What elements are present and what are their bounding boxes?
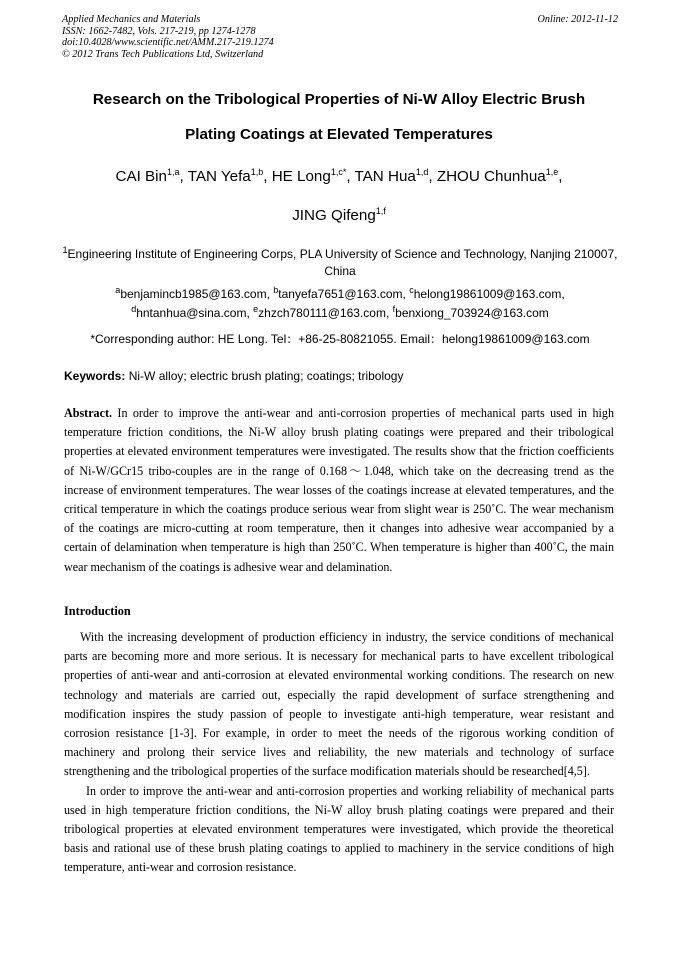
email-link[interactable]: zhzch780111@163.com [258,306,386,320]
author-sup: 1,c* [330,166,347,177]
author-name: HE Long [271,168,331,185]
paragraph: With the increasing development of production efficiency in industry, the service conditions of mechanical parts are becoming more and more serious. It is necessary for mechanical parts to have excellent tribological properties of anti-wear and anti-corrosion at elevated environmental working conditions. The research on new technology and materials are carried out, especially the rapid development of surface strengthening and modification inspires the study passion of people to investigate anti-high temperature, wear resistant and corrosion resistance [1-3]. For example, in order to meet the needs of the rigorous working condition of machinery and prolong their service lives and reliability, the new materials and technology of surface strengthening and the tribological properties of the surface modification materials should be researched[4,5]. [64,630,614,779]
paper-title-line-2: Plating Coatings at Elevated Temperatures [185,126,493,143]
keywords [64,369,403,383]
author-name: JING Qifeng [292,207,376,224]
author-name: TAN Yefa [187,168,251,185]
keywords-text: Ni-W alloy; electric brush plating; coatings; tribology [128,369,404,383]
email-sup: e [253,304,259,314]
online-date: Online: 2012-11-12 [537,14,618,25]
keywords-label: Keywords: [64,369,126,383]
introduction-body [64,628,614,878]
abstract [64,404,614,577]
author-sup: 1,e [545,166,559,177]
affiliation-sup: 1 [62,245,68,255]
email-sup: d [131,304,137,314]
author-list-line-1: CAI Bin$^{1,a}$, TAN Yefa$^{1,b}$, HE Long$^{1,c*}$, TAN Hua$^{1,d}$, ZHOU Chunhua$^{1,e}$, [115,166,563,185]
paper-title-line-1: Research on the Tribological Properties of Ni-W Alloy Electric Brush [92,91,586,108]
email-list: $^a$benjamincb1985@163.com, $^b$tanyefa7651@163.com, $^c$helong19861009@163.com, $^d$hntanhua@sina.com, $^e$zhzch780111@163.com, $^f$benxiong_703924@163.com [115,285,565,320]
affiliation-text: Engineering Institute of Engineering Corps, PLA University of Science and Technology, Nanjing 210007, China [67,247,618,278]
author-sup: 1,b [250,166,264,177]
author-sup: 1,d [415,166,429,177]
section-heading-introduction: Introduction [64,604,131,618]
email-sup: c [409,285,414,295]
email-sup: b [273,285,279,295]
abstract-text: In order to improve the anti-wear and anti-corrosion properties of mechanical parts used in high temperature friction conditions, the Ni-W alloy brush plating coatings were prepared and their tribological properties at elevated environment temperatures were investigated. The results show that the friction coefficients of Ni-W/GCr15 tribo-couples are in the range of 0.168～1.048, which take on the decreasing trend as the increase of environment temperatures. The wear losses of the coatings increase at elevated temperatures, and the critical temperature in which the coatings produce serious wear from slight wear is 250˚C. The wear mechanism of the coatings are micro-cutting at room temperature, then it changes into adhesive wear accompanied by a certain of delamination when temperature is high than 250˚C. When temperature is higher than 400˚C, the main wear mechanism of the coatings is adhesive wear and delamination. [64,406,614,574]
doi-line: doi:10.4028/www.scientific.net/AMM.217-219.1274 [62,37,274,49]
author-list-line-2 [40,207,638,224]
email-link[interactable]: tanyefa7651@163.com [278,287,403,301]
author-name: CAI Bin [115,168,168,185]
corresponding-author: *Corresponding author: HE Long. Tel：+86-25-80821055. Email：helong19861009@163.com [90,332,590,346]
email-sup: a [115,285,121,295]
email-link[interactable]: benjamincb1985@163.com [120,287,267,301]
author-name: ZHOU Chunhua [436,168,546,185]
journal-name: Applied Mechanics and Materials [62,14,201,25]
email-sup: f [392,304,396,314]
author-sup: 1,f [375,205,386,216]
author-sup: 1,a [167,166,180,177]
email-link[interactable]: benxiong_703924@163.com [395,306,549,320]
abstract-label: Abstract. [64,406,113,420]
paragraph: In order to improve the anti-wear and anti-corrosion properties and working reliability of mechanical parts used in high temperature friction conditions, the Ni-W alloy brush plating coatings were prepared and their tribological properties at elevated environment temperatures were investigated, which provide the theoretical basis and rational use of these brush plating coatings to applied to machinery in the service conditions of high temperature, anti-wear and corrosion resistance. [64,783,614,875]
copyright-line: © 2012 Trans Tech Publications Ltd, Switzerland [62,48,264,60]
page-header [62,14,618,60]
author-name: TAN Hua [354,168,416,185]
affiliation [62,246,618,280]
issn-line: ISSN: 1662-7482, Vols. 217-219, pp 1274-1278 [62,25,256,37]
email-link[interactable]: helong19861009@163.com [413,287,562,301]
email-link[interactable]: hntanhua@sina.com [136,306,247,320]
